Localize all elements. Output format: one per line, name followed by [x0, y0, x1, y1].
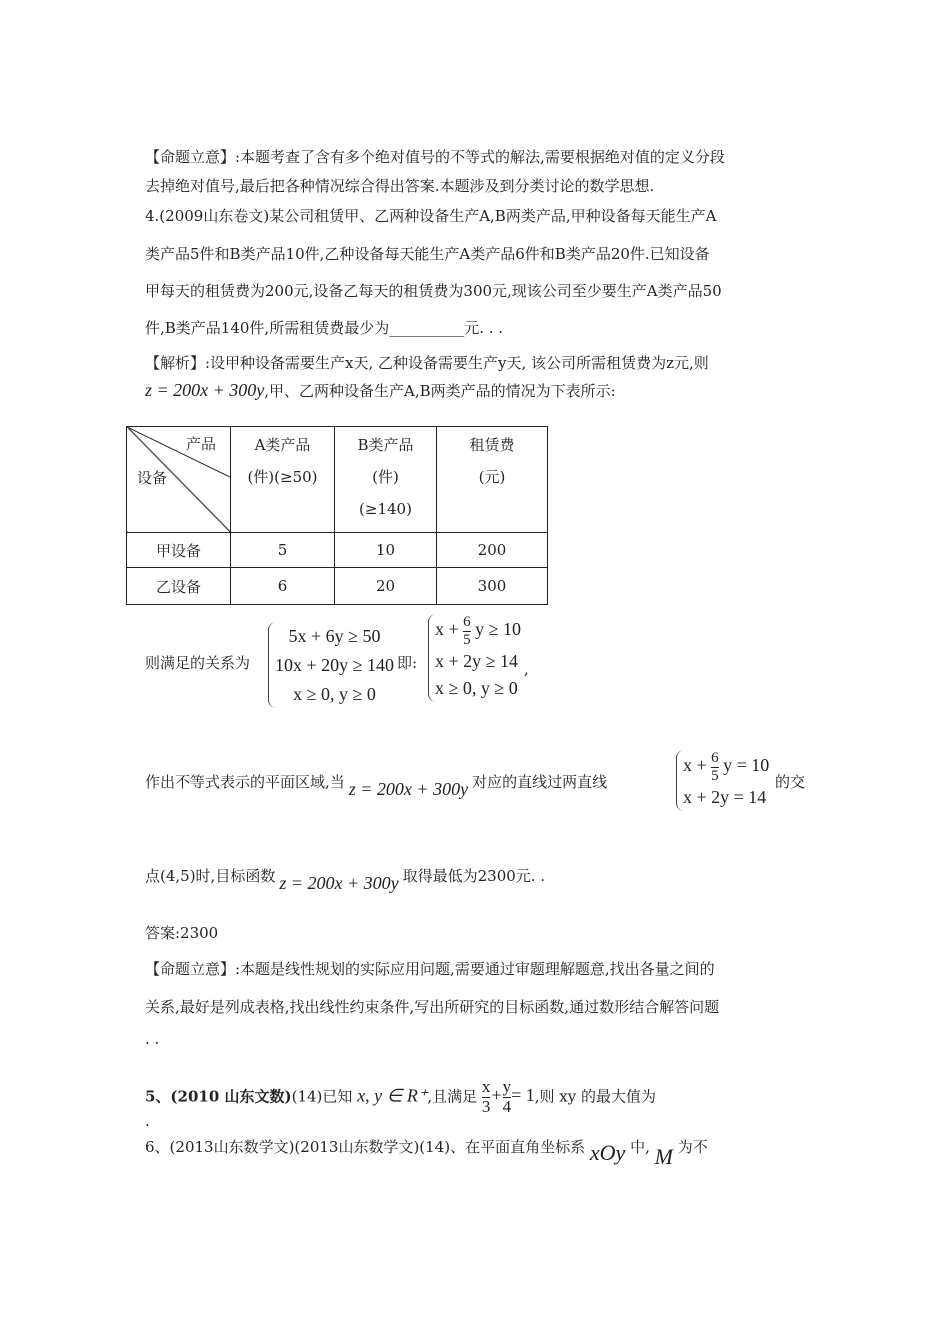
- min-text: 取得最低为2300元. .: [402, 867, 546, 885]
- table-row: 甲设备 5 10 200: [127, 533, 548, 568]
- q5-set: x, y ∈ R⁺: [357, 1085, 428, 1106]
- point-text: 点(4,5)时,目标函数: [145, 867, 276, 885]
- corner-bottom: 设备: [137, 469, 168, 487]
- intent-paragraph-1: 【命题立意】:本题考查了含有多个绝对值号的不等式的解法,需要根据绝对值的定义分段: [145, 148, 725, 166]
- objective-formula: z = 200x + 300y: [145, 380, 265, 400]
- intent-paragraph-4: 关系,最好是列成表格,找出线性约束条件,写出所研究的目标函数,通过数形结合解答问题: [145, 998, 720, 1016]
- question-4-line: 4.(2009山东卷文)某公司租赁甲、乙两种设备生产A,B两类产品,甲种设备每天能生产A: [145, 207, 717, 225]
- table-row: 乙设备 6 20 300: [127, 568, 548, 605]
- analysis-line: 【解析】:设甲种设备需要生产x天, 乙种设备需要生产y天, 该公司所需租赁费为z元,则: [145, 354, 709, 372]
- intersect-text: 的交: [775, 773, 806, 791]
- table-intro: ,甲、乙两种设备生产A,B两类产品的情况为下表所示:: [264, 382, 616, 400]
- question-4-line: 甲每天的租赁费为200元,设备乙每天的租赁费为300元,现该公司至少要生产A类产品50: [145, 282, 722, 300]
- region-text: 作出不等式表示的平面区域,当: [145, 773, 345, 791]
- question-5-source: 5、(2010 山东文数): [145, 1087, 292, 1106]
- corner-top: 产品: [185, 435, 216, 453]
- objective-formula: z = 200x + 300y: [279, 873, 399, 893]
- objective-formula: z = 200x + 300y: [348, 779, 469, 799]
- line-system: x + $\frac{6}{5}$ y = 10 x + 2y = 14: [676, 750, 769, 811]
- comma: ,: [524, 660, 529, 678]
- header-b: B类产品 (件) (≥140): [335, 427, 437, 533]
- dots: . .: [145, 1030, 160, 1048]
- relation-label: 则满足的关系为: [145, 654, 251, 672]
- intent-paragraph-3: 【命题立意】:本题是线性规划的实际应用问题,需要通过审题理解题意,找出各量之间的: [145, 960, 715, 978]
- question-4-line: 类产品5件和B类产品10件,乙种设备每天能生产A类产品6件和B类产品20件.已知设备: [145, 245, 710, 263]
- corner-cell: [127, 427, 231, 533]
- document-page: 【命题立意】:本题考查了含有多个绝对值号的不等式的解法,需要根据绝对值的定义分段 去掉绝对值号,最后把各种情况综合得出答案.本题涉及到分类讨论的数学思想. 4.(2009山东卷文)某公司租赁甲、乙两种设备生产A,B两类产品,甲种设备每天能生产A 类产品5件和B类产品10件,乙种设备每天能生产A类产品6件和B类产品20件.已知设备 甲每天的租赁费为200元,设备乙每天的租赁费为300元,现该公司至少要生产A类产品50 件,B类产品140件,所需租赁费最少为__________元. . . 【解析】:设甲种设备需要生产x天, 乙种设备需要生产y天, 该公司所需租赁费为z元,则 z = 200x + 300y,甲、乙两种设备生产A,B两类产品的情况为下表所示: 产品 设备 A类产品 (件)(≥50) B类产品 (件) (≥140) 租赁费 (元) 甲设备 5 10 200 乙设备 6 20 300 则满足的关系为 5x + 6y ≥ 50 10x + 20y ≥ 140 x ≥ 0, y ≥ 0 即: x + $\frac{6}{5}$ y ≥ 10 x + 2y ≥ 14 x ≥ 0, y ≥ 0 , 作出不等式表示的平面区域,当 z = 200x + 300y 对应的直线过两直线 x + $\frac{6}{5}$ y = 10 x + 2y = 14 的交 点(4,5)时,目标函数 z = 200x + 300y 取得最低为2300元. . 答案:2300 【命题立意】:本题是线性规划的实际应用问题,需要通过审题理解题意,找出各量之间的 关系,最好是列成表格,找出线性约束条件,写出所研究的目标函数,通过数形结合解答问题 . . 5、(2010 山东文数)(14)已知 x, y ∈ R⁺,且满足 $\frac{x}{3}$ + $\frac{y}{4}$ = 1,则 xy 的最大值为 . 6、(2013山东数学文)(2013山东数学文)(14)、在平面直角坐标系 xOy 中, M 为不: [0, 0, 950, 1344]
- constraint-system-2: x + $\frac{6}{5}$ y ≥ 10 x + 2y ≥ 14 x ≥ 0, y ≥ 0: [428, 614, 521, 702]
- dot: .: [145, 1112, 150, 1130]
- header-a: A类产品 (件)(≥50): [231, 427, 335, 533]
- equipment-table: [126, 426, 548, 605]
- region-text-2: 对应的直线过两直线: [472, 773, 608, 791]
- question-4-line: 件,B类产品140件,所需租赁费最少为__________元. . .: [145, 319, 504, 337]
- constraint-system-1: 5x + 6y ≥ 50 10x + 20y ≥ 140 x ≥ 0, y ≥ 0: [268, 622, 394, 708]
- intent-paragraph-2: 去掉绝对值号,最后把各种情况综合得出答案.本题涉及到分类讨论的数学思想.: [145, 177, 655, 195]
- answer: 答案:2300: [145, 924, 219, 942]
- q5-text: (14)已知: [291, 1087, 353, 1106]
- question-6-text: 6、(2013山东数学文)(2013山东数学文)(14)、在平面直角坐标系: [145, 1138, 586, 1156]
- ie-label: 即:: [397, 654, 418, 672]
- header-fee: 租赁费 (元): [437, 427, 548, 533]
